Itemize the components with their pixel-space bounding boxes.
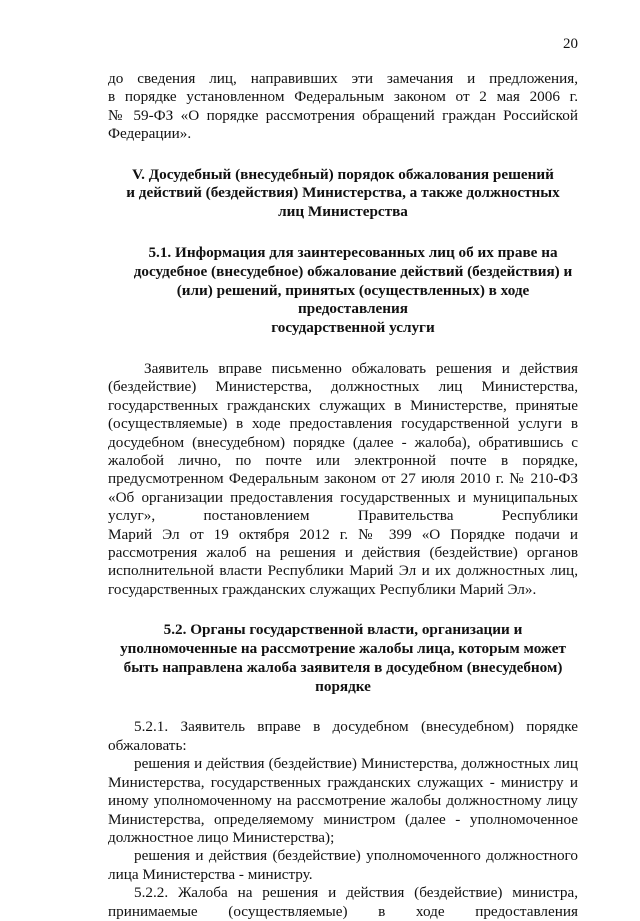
section-heading [108,166,578,222]
document-body [108,70,578,921]
text-line: государственных гражданских служащих Республики Марий Эл». [108,580,537,598]
subsection-5-2-heading [108,621,578,696]
heading-line: 5.2. Органы государственной власти, организации и [163,621,523,639]
text-line: иному уполномоченному на рассмотрение жалобы должностному лицу [108,792,578,810]
text-line: жалобой лично, по почте или электронной почте в порядке, [108,452,578,470]
text-line: принимаемые (осуществляемые) в ходе предоставления [108,902,578,920]
text-line: лица Министерства - министру. [108,865,313,883]
heading-line: и действий (бездействия) Министерства, а также должностных [126,184,560,202]
text-line: решения и действия (бездействие) Министерства, должностных лиц [134,755,578,773]
heading-line: досудебное (внесудебное) обжалование действий (бездействия) и [133,262,573,280]
heading-line: государственной услуги [271,319,435,337]
subsection-5-1-heading [108,244,578,338]
text-line: государственных гражданских служащих в Министерстве, принятые [108,396,578,414]
intro-paragraph [108,70,578,144]
text-line: «Об организации предоставления государственных и муниципальных [108,488,578,506]
heading-line: уполномоченные на рассмотрение жалобы лица, которым может [120,640,566,658]
text-line: до сведения лиц, направивших эти замечания и предложения, [108,70,578,87]
text-line: рассмотрения жалоб на решения и действия (бездействие) органов [108,544,578,562]
heading-line: лиц Министерства [278,203,408,221]
heading-line: быть направлена жалоба заявителя в досудебном (внесудебном) [123,658,563,676]
text-line: (бездействие) Министерства, должностных лиц Министерства, [108,378,578,396]
heading-line: V. Досудебный (внесудебный) порядок обжалования решений [132,165,554,183]
text-line: Марий Эл от 19 октября 2012 г. № 399 «О Порядке подачи и [108,525,578,543]
text-line: услуг», постановлением Правительства Республики [108,507,578,525]
text-line: предусмотренном Федеральным законом от 27 июля 2010 г. № 210-ФЗ [108,470,578,488]
text-line: решения и действия (бездействие) уполномоченного должностного [134,847,578,865]
text-line: в порядке установленном Федеральным законом от 2 мая 2006 г. [108,88,578,106]
text-line: Федерации». [108,125,192,143]
page-number: 20 [563,36,578,52]
text-line: досудебном (внесудебном) порядке (далее - жалоба), обратившись с [108,433,578,451]
text-line: № 59-ФЗ «О порядке рассмотрения обращений граждан Российской [108,106,578,124]
text-line: должностное лицо Министерства); [108,828,335,846]
subsection-5-2-text [108,718,578,920]
subsection-5-1-text [108,360,578,599]
text-line: исполнительной власти Республики Марий Эл и их должностных лиц, [108,562,578,580]
heading-line: (или) решений, принятых (осуществленных) в ходе предоставления [176,281,530,318]
text-line: обжаловать: [108,736,187,754]
text-line: 5.2.1. Заявитель вправе в досудебном (внесудебном) порядке [134,718,578,736]
text-line: Министерства, государственных гражданских служащих - министру и [108,773,578,791]
text-line: Министерства, определяемому министром (далее - уполномоченное [108,810,578,828]
heading-line: порядке [315,677,371,695]
text-line: (осуществляемые) в ходе предоставления государственной услуги в [108,415,578,433]
heading-line: 5.1. Информация для заинтересованных лиц об их праве на [148,244,558,262]
text-line: Заявитель вправе письменно обжаловать решения и действия [144,360,578,377]
text-line: 5.2.2. Жалоба на решения и действия (бездействие) министра, [134,884,578,902]
